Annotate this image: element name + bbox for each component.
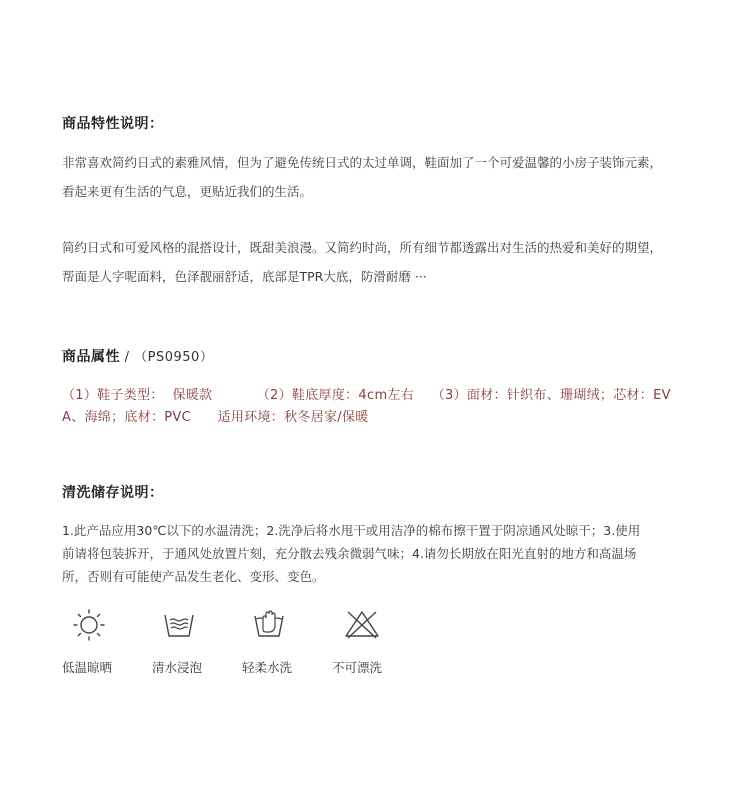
care-item-sun	[62, 608, 142, 642]
care-label-nobleach: 不可漂洗	[332, 660, 383, 675]
features-paragraph-2	[62, 233, 702, 291]
features-p2-line2: 帮面是人字呢面料，色泽靓丽舒适，底部是TPR大底，防滑耐磨 ···	[62, 269, 427, 284]
washing-title: 清洗储存说明：	[62, 485, 164, 501]
hand-wash-icon	[252, 608, 286, 642]
care-item-nobleach	[332, 608, 412, 642]
features-p1-line1: 非常喜欢简约日式的素雅风情，但为了避免传统日式的太过单调，鞋面加了一个可爱温馨的小房子装饰元素，	[62, 155, 663, 170]
care-item-handwash	[242, 608, 322, 642]
attributes-title	[62, 346, 213, 366]
washing-instructions	[62, 519, 692, 588]
care-item-basin	[152, 608, 232, 642]
washing-line1: 1.此产品应用30℃以下的水温清洗；2.洗净后将水甩干或用洁净的棉布擦干置于阴凉通风处晾干；3.使用	[62, 523, 641, 538]
care-label-sun: 低温晾晒	[62, 660, 113, 675]
care-label-basin: 清水浸泡	[152, 660, 203, 675]
attributes-code: / （PS0950）	[120, 350, 214, 365]
no-bleach-icon	[342, 608, 382, 642]
sun-icon	[72, 608, 106, 642]
washing-line3: 所，否则有可能使产品发生老化、变形、变色。	[62, 569, 325, 584]
water-basin-icon	[162, 608, 196, 642]
features-p2-line1: 简约日式和可爱风格的混搭设计，既甜美浪漫。又简约时尚，所有细节都透露出对生活的热爱和美好的期望，	[62, 240, 663, 255]
attributes-line2: A、海绵；底材：PVC 适用环境：秋冬居家/保暖	[62, 410, 369, 425]
features-p1-line2: 看起来更有生活的气息，更贴近我们的生活。	[62, 184, 313, 199]
washing-line2: 前请将包装拆开，于通风处放置片刻，充分散去残余微弱气味；4.请勿长期放在阳光直射的地方和高温场	[62, 546, 637, 561]
attributes-line1: （1）鞋子类型： 保暖款 （2）鞋底厚度：4cm左右 （3）面材：针织布、珊瑚绒；芯材：EV	[62, 388, 671, 403]
care-label-handwash: 轻柔水洗	[242, 660, 293, 675]
features-paragraph-1	[62, 148, 702, 206]
attributes-list	[62, 385, 692, 429]
attributes-title-text: 商品属性	[62, 349, 120, 365]
features-title: 商品特性说明：	[62, 116, 164, 132]
